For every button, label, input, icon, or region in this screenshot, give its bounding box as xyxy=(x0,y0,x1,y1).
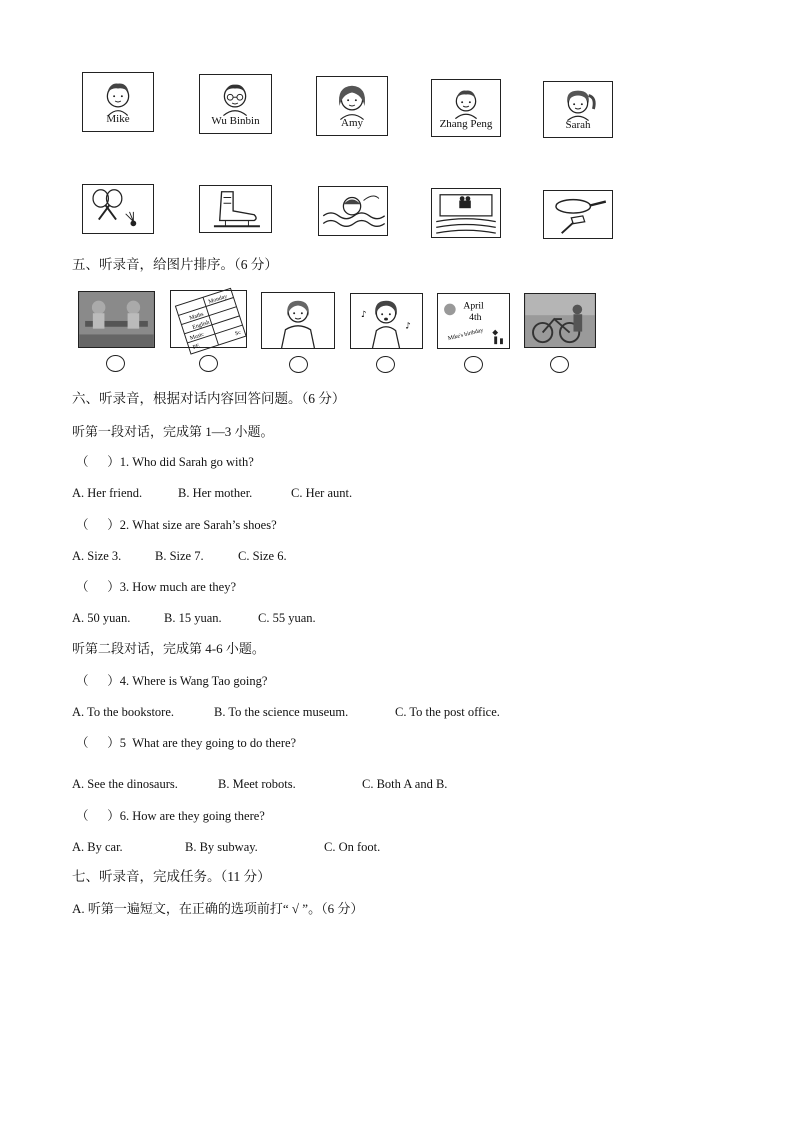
picture-card xyxy=(437,293,510,349)
picture-card xyxy=(350,293,423,349)
activity-card xyxy=(431,188,501,238)
answer-option: A. Her friend. xyxy=(72,486,143,500)
music-note-icon: ♪ xyxy=(360,310,367,321)
timetable-word: Maths xyxy=(188,311,205,322)
answer-option: B. Her mother. xyxy=(178,486,253,500)
portrait-card xyxy=(543,81,613,138)
timetable-word: Monday xyxy=(207,293,229,306)
answer-option: A. See the dinosaurs. xyxy=(72,777,178,791)
answer-option: C. 55 yuan. xyxy=(258,611,316,625)
activity-card xyxy=(82,184,154,234)
activity-card xyxy=(543,190,613,239)
answer-option: A. To the bookstore. xyxy=(72,705,175,719)
birthday-card-icon xyxy=(438,294,509,348)
answer-oval[interactable] xyxy=(289,356,308,373)
answer-option: A. 50 yuan. xyxy=(72,611,131,625)
ping-pong-photo-icon xyxy=(79,292,154,347)
picture-card xyxy=(170,290,247,352)
character-name: Wu Binbin xyxy=(211,115,260,127)
answer-option: B. Meet robots. xyxy=(218,777,296,791)
question-text: （ ）6. How are they going there? xyxy=(76,809,265,823)
activity-card xyxy=(318,186,388,236)
card-date: 4th xyxy=(469,312,482,324)
picture-card xyxy=(524,293,596,348)
dialogue-instruction: 听第一段对话，完成第 1—3 小题。 xyxy=(72,424,274,439)
answer-option: C. Size 6. xyxy=(238,549,287,563)
answer-option: C. To the post office. xyxy=(395,705,500,719)
portrait-card xyxy=(199,74,272,134)
answer-oval[interactable] xyxy=(376,356,395,373)
bicycle-photo-icon xyxy=(525,294,595,347)
swimming-icon xyxy=(319,187,387,235)
character-name: Amy xyxy=(341,117,363,129)
character-name: Sarah xyxy=(565,119,591,131)
card-month: April xyxy=(463,300,484,312)
portrait-card xyxy=(82,72,154,132)
cinema-icon xyxy=(432,189,500,237)
answer-oval[interactable] xyxy=(199,355,218,372)
question-text: （ ）3. How much are they? xyxy=(76,580,237,594)
picture-card xyxy=(261,292,335,349)
answer-option: C. Her aunt. xyxy=(291,486,353,500)
portrait-card xyxy=(431,79,501,137)
answer-option: B. To the science museum. xyxy=(214,705,349,719)
ice-skate-icon xyxy=(200,186,271,232)
answer-option: A. By car. xyxy=(72,840,123,854)
answer-option: C. On foot. xyxy=(324,840,381,854)
timetable-word: Sc xyxy=(234,329,242,338)
dialogue-instruction: 听第二段对话，完成第 4-6 小题。 xyxy=(72,641,265,656)
answer-option: A. Size 3. xyxy=(72,549,122,563)
music-note-icon: ♪ xyxy=(405,321,411,332)
section-heading: 七、听录音，完成任务。（11 分） xyxy=(72,869,271,884)
picture-card xyxy=(78,291,155,348)
timetable-word: English xyxy=(191,319,211,331)
question-text: （ ）2. What size are Sarah’s shoes? xyxy=(76,518,277,532)
timetable-icon xyxy=(171,291,246,352)
answer-oval[interactable] xyxy=(550,356,569,373)
answer-option: B. Size 7. xyxy=(155,549,204,563)
answer-oval[interactable] xyxy=(464,356,483,373)
cooking-pan-icon xyxy=(544,191,612,238)
card-note: Mike's birthday xyxy=(447,327,484,343)
timetable-word: Music xyxy=(189,331,205,342)
teacher-portrait-icon xyxy=(262,293,334,348)
answer-option: B. By subway. xyxy=(185,840,258,854)
activity-card xyxy=(199,185,272,233)
answer-option: B. 15 yuan. xyxy=(164,611,222,625)
portrait-card xyxy=(316,76,388,136)
question-text: （ ）5 What are they going to do there? xyxy=(76,736,297,750)
character-name: Zhang Peng xyxy=(439,118,493,130)
task-instruction: A. 听第一遍短文，在正确的选项前打“ √ ”。（6 分） xyxy=(72,901,364,916)
timetable-word: PE xyxy=(192,343,201,352)
singing-girl-icon xyxy=(351,294,422,348)
badminton-icon xyxy=(83,185,153,233)
question-text: （ ）4. Where is Wang Tao going? xyxy=(76,674,268,688)
question-text: （ ）1. Who did Sarah go with? xyxy=(76,455,254,469)
character-name: Mike xyxy=(106,113,130,125)
section-heading: 六、听录音，根据对话内容回答问题。（6 分） xyxy=(72,391,346,406)
section-heading: 五、听录音，给图片排序。（6 分） xyxy=(72,257,278,272)
answer-oval[interactable] xyxy=(106,355,125,372)
answer-option: C. Both A and B. xyxy=(362,777,448,791)
